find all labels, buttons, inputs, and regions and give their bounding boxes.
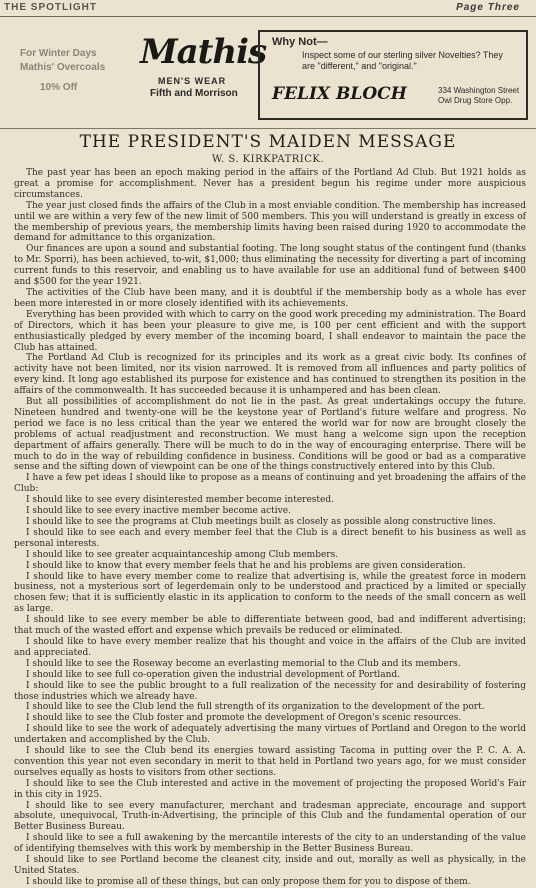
article-paragraph: I should like to see greater acquaintanceship among Club members. <box>26 549 339 560</box>
article-paragraph: I should like to see the public brought to a full realization of the necessity for and desirability of fostering those industries which we already have. <box>14 680 526 702</box>
article-paragraph: The activities of the Club have been many, and it is doubtful if the membership body as a whole has ever been more interested in or more closely identified with its achievements. <box>14 287 526 309</box>
article-paragraph: I should like to see the work of adequately advertising the many virtues of Portland and Oregon to the world undertaken and accomplished by the Club. <box>14 724 526 746</box>
mathis-address: Fifth and Morrison <box>150 88 238 99</box>
article-author: W. S. KIRKPATRICK. <box>211 154 325 165</box>
article-paragraph: I should like to have every member realize that his thought and voice in the affairs of the Club are invited and appreciated. <box>14 636 526 658</box>
article-paragraph: I have a few pet ideas I should like to propose as a means of continuing and yet broadening the affairs of the Club: <box>14 473 526 495</box>
article-paragraph: I should like to see Portland become the cleanest city, inside and out, morally as well as physically, in the United States. <box>14 855 526 876</box>
article-paragraph: I should like to see each and every member feel that the Club is a direct benefit to his business as well as personal interests. <box>14 527 526 549</box>
page-number: Page Three <box>456 2 520 13</box>
felix-ad-name: FELIX BLOCH <box>272 84 407 104</box>
page-header <box>0 0 536 17</box>
article-paragraph: I should like to see every disinterested member become interested. <box>26 495 334 506</box>
felix-bloch-ad <box>258 30 528 120</box>
mathis-subtitle: MEN'S WEAR <box>158 76 227 86</box>
article-paragraph: I should like to see full co-operation given the industrial development of Portland. <box>26 669 401 680</box>
mathis-ad <box>0 32 267 124</box>
mathis-logo: Mathis <box>140 32 267 72</box>
mathis-ad-line3: 10% Off <box>40 82 78 93</box>
article-paragraph: I should like to see the Club foster and promote the development of Oregon's scenic resources. <box>26 713 462 724</box>
article-paragraph: The year just closed finds the affairs of the Club in a most enviable condition. The membership has increased until we are within a very few of the new limit of 500 members. This you will understand is greatly in excess of the membership of previous years, the membership limits having been raised during 1920 to accommodate the demand for admittance to this organization. <box>14 200 526 244</box>
article-paragraph: I should like to see every manufacturer, merchant and tradesman appreciate, encourage and support absolute, unequivocal, Truth-in-Advertising, the principle of this Club and the fundamental operation of our Better Business Bureau. <box>14 800 526 833</box>
publication-name: THE SPOTLIGHT <box>4 2 97 13</box>
article-paragraph: I should like to see the Club interested and active in the movement of projecting the proposed World's Fair in this city in 1925. <box>14 778 526 800</box>
advertisement-row <box>0 20 536 124</box>
article-paragraph: The past year has been an epoch making period in the affairs of the Portland Ad Club. But 1921 holds as great a promise for accomplishment. Never has a president begun his regime under more auspicious circumstances. <box>14 168 526 200</box>
article-paragraph: I should like to have every member come to realize that advertising is, while the greatest force in modern business, not a mysterious sort of legerdemain only to be understood and practiced by a limited or specially chosen few; that it is sufficiently elastic in its application to conform to the needs of the small concern as well as large. <box>14 571 526 615</box>
article-paragraph: I should like to see every inactive member become active. <box>26 506 291 517</box>
mathis-ad-line1: For Winter Days <box>20 48 97 59</box>
article-paragraph: The Portland Ad Club is recognized for its principles and its work as a great civic body. Its confines of activity have not been limited, nor its vision narrowed. It is removed from all influences and party politics of every kind. It long ago established its purpose for existence and has continued to strengthen its position in the affairs of the commonwealth. It has succeeded because it is unhampered and has been clean. <box>14 353 526 397</box>
article-paragraph: I should like to see the Club lend the full strength of its organization to the development of the port. <box>26 702 485 713</box>
article-title: THE PRESIDENT'S MAIDEN MESSAGE <box>79 132 457 152</box>
article-paragraph: Everything has been provided with which to carry on the good work preceding my administration. The Board of Directors, which it has been your pleasure to give me, is 100 per cent efficient and with the support enthusiastically pledged by every member of the incoming board, I shall endeavor to maintain the pace the Club has attained. <box>14 309 526 353</box>
article-paragraph: Our finances are upon a sound and substantial footing. The long sought status of the contingent fund (thanks to Mr. Sporri), has been achieved, to-wit, $1,000; thus eliminating the necessity for diverting a part of incoming current funds to this reservoir, and enabling us to have available for use an additional fund of between $400 and $500 for the year 1921. <box>14 244 526 288</box>
article-paragraph: I should like to see every member be able to differentiate between good, bad and indifferent advertising; that much of the wasted effort and expense which prevails be reduced or eliminated. <box>14 615 526 637</box>
article-paragraph: I should like to see the Roseway become an everlasting memorial to the Club and its members. <box>26 658 461 669</box>
article-paragraph: But all possibilities of accomplishment do not lie in the past. As great undertakings occupy the future. Nineteen hundred and twenty-one will be the keystone year of Portland's future welfare and progress. No period we face is no less critical than the year we entered the world war for now are brought closely the problems of actual readjustment and reconstruction. We must hang a welcome sign upon the reception department of affairs generally. There will be much to do in the way of encouraging enterprise. There will be much to do in the way of rebuilding confidence in business. Conditions will be good or bad as a comparative sense and the sifting down of viewpoint can be one of the things constructively entered into by this Club. <box>14 397 526 473</box>
mathis-ad-line2: Mathis' Overcoals <box>20 62 106 73</box>
article-paragraph: I should like to see the programs at Club meetings built as closely as possible along constructive lines. <box>26 517 496 527</box>
article-paragraph: I should like to see the Club bend its energies toward assisting Tacoma in putting over the P. C. A. A. convention this year not even secondary in merit to that held in Portland two years ago, for we must consider ourselves equally as hosts to visitors from other sections. <box>14 746 526 778</box>
felix-ad-description: Inspect some of our sterling silver Novelties? They are "different," and "original." <box>302 50 503 71</box>
article-paragraph: I should like to see a full awakening by the mercantile interests of the city to an understanding of the value of identifying themselves with this work by membership in the Better Business Bureau. <box>14 833 526 855</box>
felix-ad-headline: Why Not— <box>272 36 328 48</box>
article-paragraph: I should like to know that every member feels that he and his problems are given consideration. <box>26 560 466 571</box>
article-paragraph: I should like to promise all of these things, but can only propose them for you to dispose of them. <box>26 876 471 887</box>
felix-ad-address: 334 Washington Street Owl Drug Store Opp. <box>438 86 520 105</box>
section-divider <box>0 128 536 129</box>
article-body <box>14 168 526 887</box>
